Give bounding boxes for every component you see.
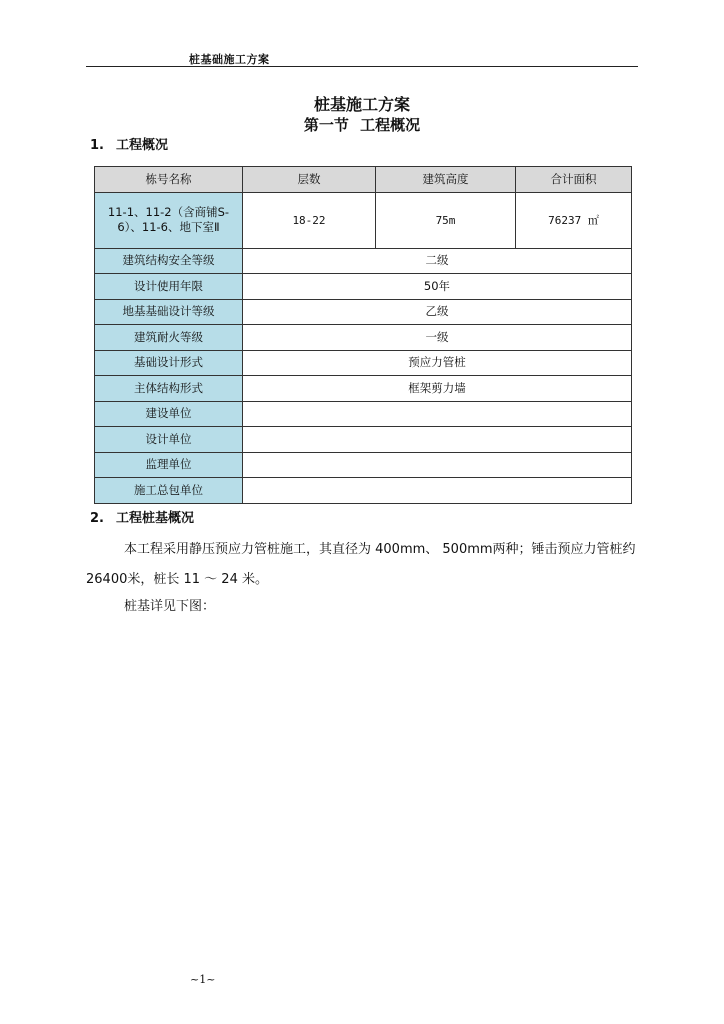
cell-floors: 18-22 [243,192,376,248]
table-row [95,248,632,274]
row-label: 施工总包单位 [95,478,243,504]
document-title: 桩基施工方案 [313,95,410,114]
pile-description-paragraph: 本工程采用静压预应力管桩施工，其直径为 400mm、 500mm两种；锤击预应力管桩约 26400米，桩长 11 ～ 24 米。 [86,542,636,587]
table-row [95,376,632,402]
row-value: 乙级 [243,299,632,325]
table-row [95,478,632,504]
table-row [95,299,632,325]
row-label: 地基基础设计等级 [95,299,243,325]
row-value: 二级 [243,248,632,274]
table-row [95,274,632,300]
row-label: 主体结构形式 [95,376,243,402]
row-label: 设计单位 [95,427,243,453]
heading-number: 2. [90,511,104,526]
row-value [243,478,632,504]
row-label: 建设单位 [95,401,243,427]
row-label: 建筑耐火等级 [95,325,243,351]
header-rule [86,66,638,67]
row-value [243,452,632,478]
table-row [95,401,632,427]
cell-area: 76237 ㎡ [516,192,632,248]
row-value: 预应力管桩 [243,350,632,376]
row-value: 一级 [243,325,632,351]
running-header-title: 桩基础施工方案 [189,53,270,66]
header-cell-building-name: 栋号名称 [95,167,243,193]
heading-text: 工程桩基概况 [116,511,195,526]
header-cell-height: 建筑高度 [376,167,516,193]
row-value [243,427,632,453]
row-label: 基础设计形式 [95,350,243,376]
row-value [243,401,632,427]
row-label: 监理单位 [95,452,243,478]
table-row-building [95,192,632,248]
cell-building-name: 11-1、11-2（含商铺S-6）、11-6、地下室Ⅱ [95,192,243,248]
project-overview-table [94,166,632,504]
table-row [95,427,632,453]
heading-number: 1. [90,138,104,153]
header-cell-floors: 层数 [243,167,376,193]
heading-pile-overview [90,507,194,526]
heading-text: 工程概况 [116,138,169,153]
heading-project-overview [90,134,168,153]
header-cell-area: 合计面积 [516,167,632,193]
row-label: 建筑结构安全等级 [95,248,243,274]
see-figure-paragraph: 桩基详见下图： [124,599,216,614]
row-value: 框架剪力墙 [243,376,632,402]
page-number: ~1~ [190,973,216,986]
row-value: 50年 [243,274,632,300]
row-label: 设计使用年限 [95,274,243,300]
section-title: 第一节 工程概况 [303,116,421,134]
table-header-row [95,167,632,193]
table-row [95,350,632,376]
cell-height: 75m [376,192,516,248]
table-row [95,452,632,478]
table-row [95,325,632,351]
